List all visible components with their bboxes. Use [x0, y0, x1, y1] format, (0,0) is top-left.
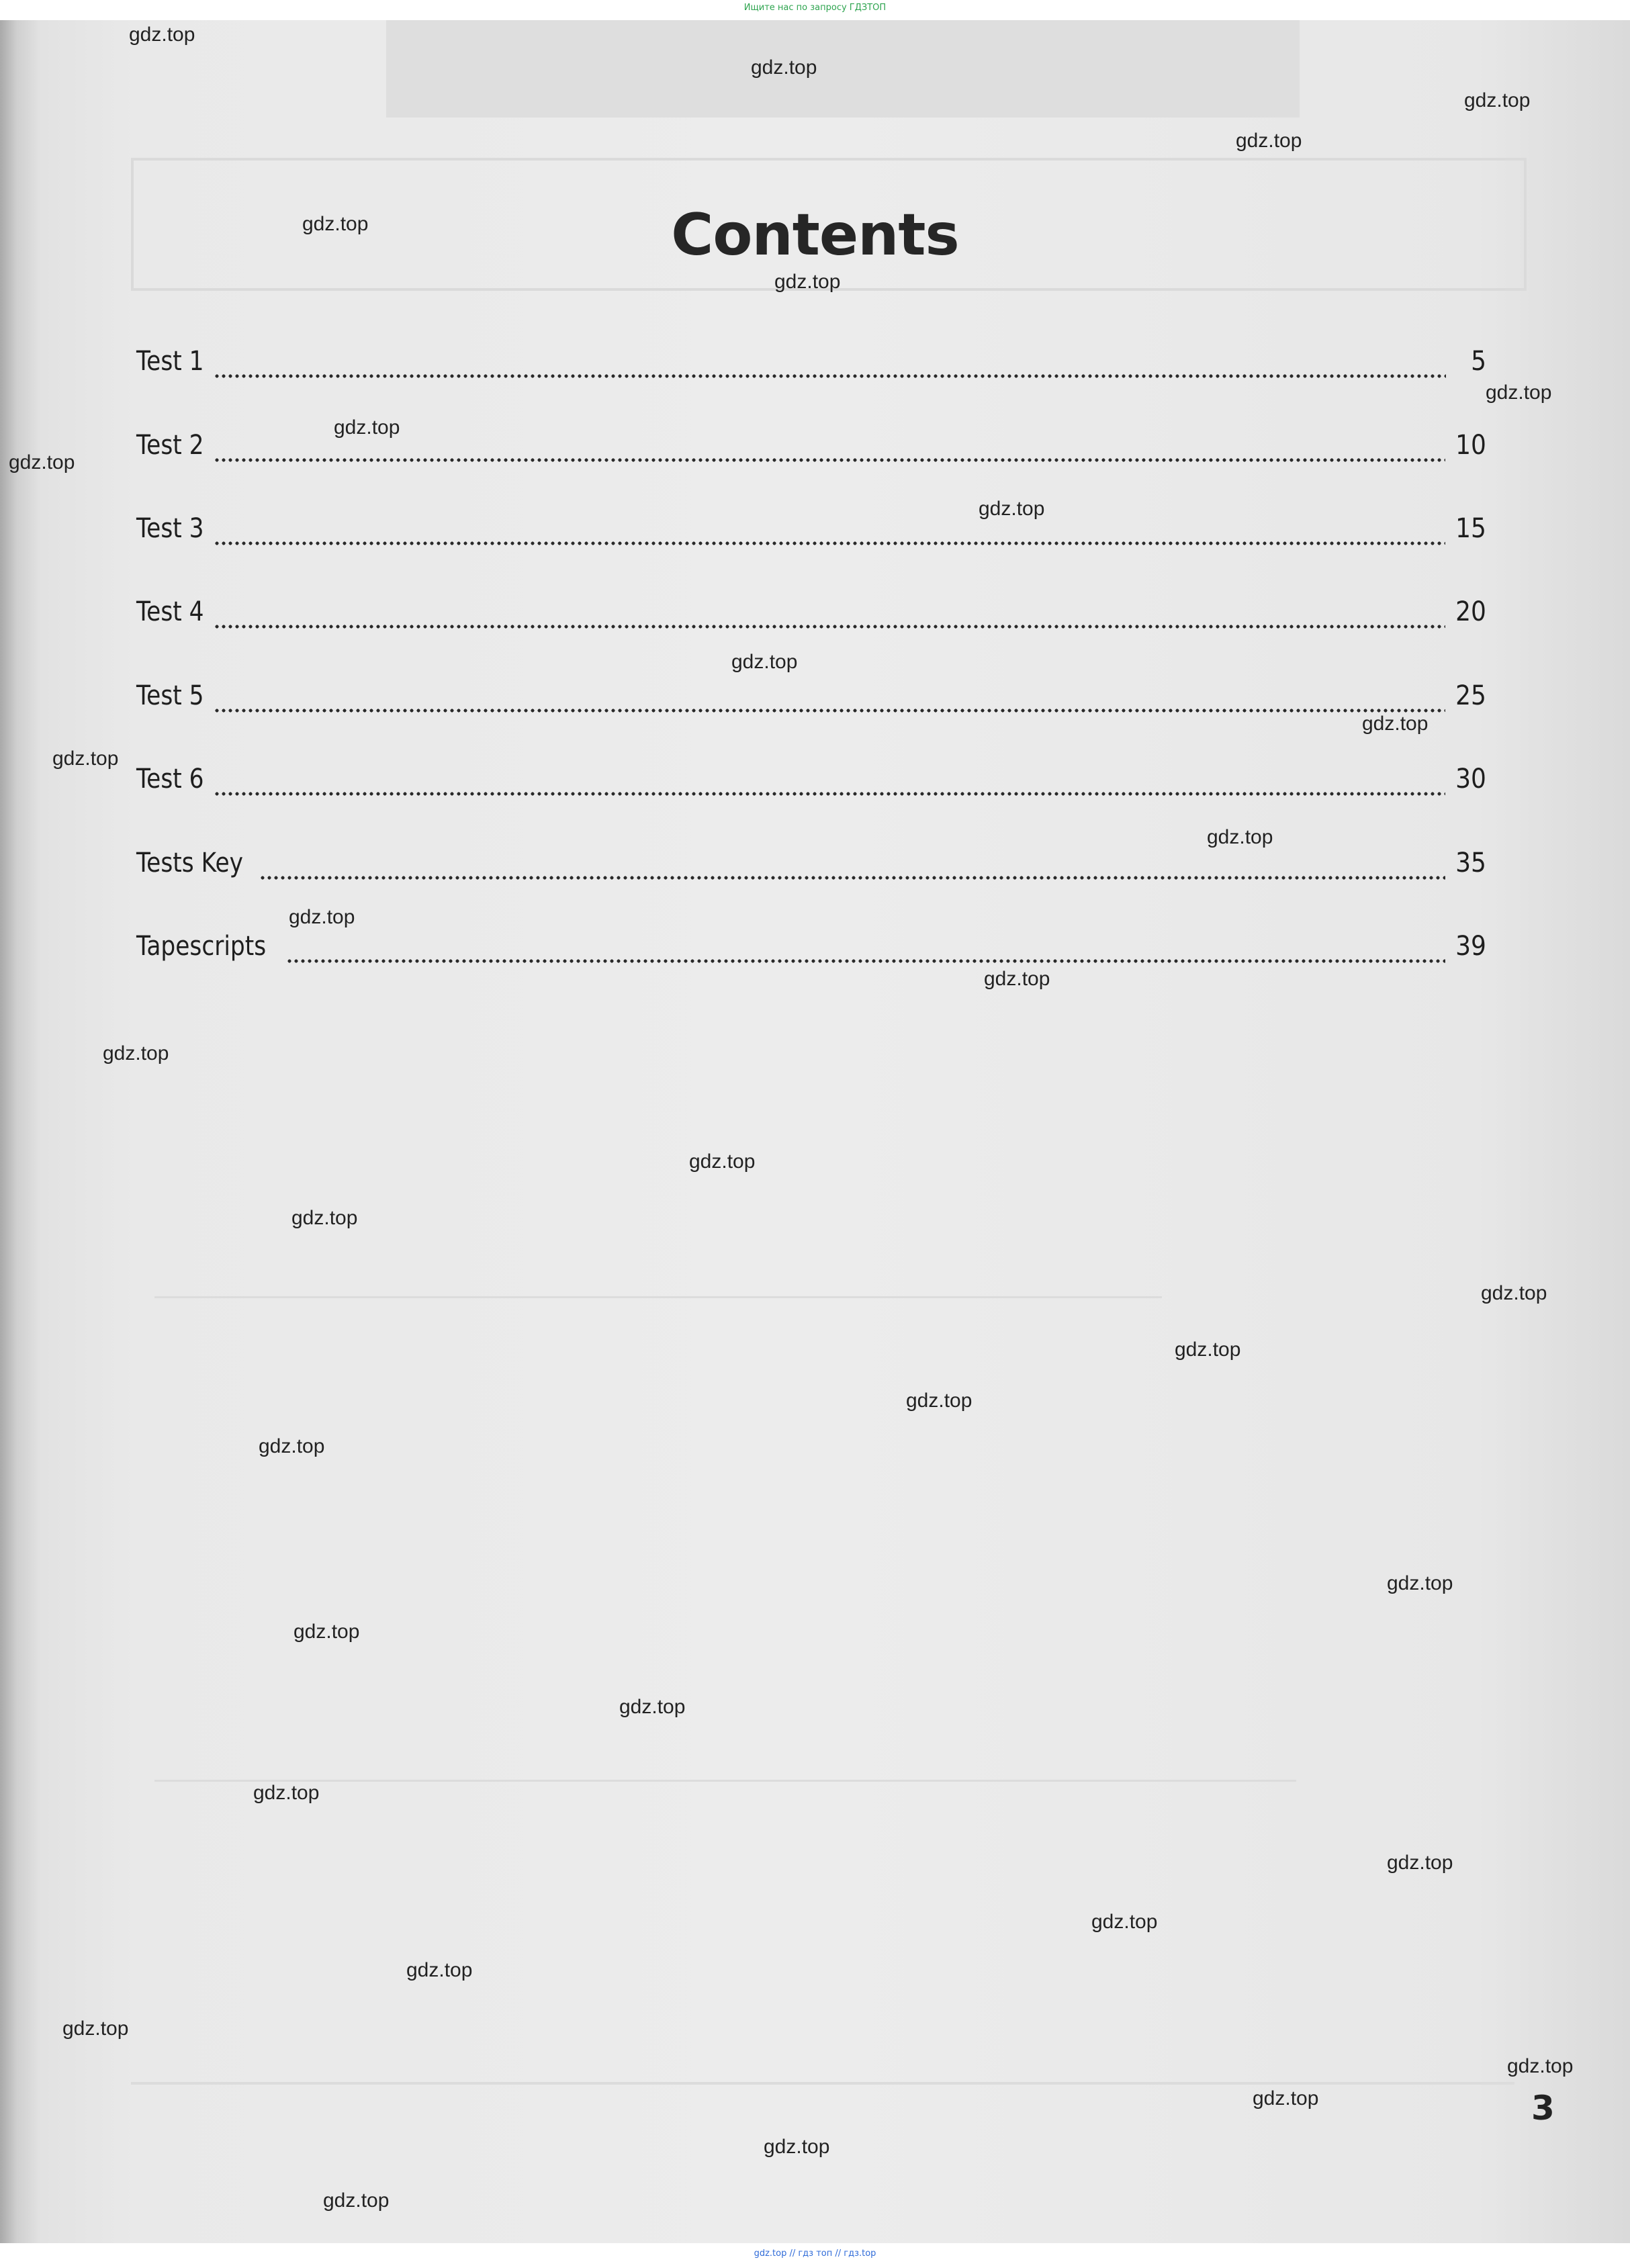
- toc-label: Tapescripts: [136, 931, 267, 962]
- watermark: gdz.top: [1387, 1572, 1453, 1594]
- watermark: gdz.top: [1362, 713, 1429, 735]
- watermark: gdz.top: [406, 1959, 473, 1981]
- top-search-note: Ищите нас по запросу ГДЗТОП: [743, 3, 887, 13]
- toc-page-number: 30: [1455, 764, 1486, 795]
- toc-row-test-1: [136, 346, 1486, 386]
- page-title: Contents: [671, 201, 959, 269]
- watermark: gdz.top: [764, 2136, 830, 2158]
- ghost-banner: [386, 20, 1300, 118]
- toc-dot-leader: [214, 458, 1445, 462]
- toc-row-tapescripts: [136, 931, 1486, 971]
- toc-label: Test 3: [136, 513, 204, 544]
- toc-page-number: 25: [1455, 680, 1486, 711]
- watermark: gdz.top: [129, 24, 195, 46]
- toc-label: Test 5: [136, 680, 204, 711]
- watermark: gdz.top: [689, 1150, 756, 1173]
- toc-dot-leader: [214, 374, 1446, 378]
- watermark: gdz.top: [293, 1621, 360, 1643]
- watermark: gdz.top: [1387, 1852, 1453, 1874]
- watermark: gdz.top: [1464, 89, 1531, 111]
- toc-dot-leader: [214, 709, 1445, 713]
- watermark: gdz.top: [1207, 826, 1273, 848]
- toc-page-number: 39: [1455, 931, 1486, 962]
- toc-dot-leader: [286, 959, 1445, 963]
- watermark: gdz.top: [751, 56, 817, 79]
- toc-dot-leader: [214, 541, 1445, 545]
- bottom-footer-note: gdz.top // гдз топ // гдз.top: [754, 2249, 876, 2259]
- toc-page-number: 35: [1455, 848, 1486, 878]
- toc-label: Test 6: [136, 764, 204, 795]
- watermark: gdz.top: [302, 213, 369, 235]
- toc-row-test-4: [136, 596, 1486, 637]
- toc-label: Test 4: [136, 596, 204, 627]
- ghost-line-a: [154, 1296, 1162, 1298]
- toc-label: Test 2: [136, 430, 204, 461]
- ghost-footer-line: [131, 2082, 1514, 2085]
- watermark: gdz.top: [1481, 1282, 1547, 1304]
- toc-dot-leader: [214, 792, 1445, 796]
- watermark: gdz.top: [9, 451, 75, 473]
- toc-row-test-3: [136, 513, 1486, 553]
- watermark: gdz.top: [731, 651, 798, 673]
- watermark: gdz.top: [334, 416, 400, 439]
- watermark: gdz.top: [619, 1696, 686, 1718]
- toc-page-number: 15: [1455, 513, 1486, 544]
- watermark: gdz.top: [1175, 1339, 1241, 1361]
- toc-page-number: 20: [1455, 596, 1486, 627]
- toc-page-number: 5: [1471, 346, 1486, 377]
- toc-row-test-5: [136, 680, 1486, 721]
- watermark: gdz.top: [323, 2189, 390, 2212]
- toc-page-number: 10: [1455, 430, 1486, 461]
- ghost-line-b: [154, 1780, 1296, 1782]
- watermark: gdz.top: [1091, 1911, 1158, 1933]
- watermark: gdz.top: [1253, 2087, 1319, 2110]
- toc-row-tests-key: [136, 848, 1486, 888]
- toc-dot-leader: [214, 625, 1445, 629]
- watermark: gdz.top: [291, 1207, 358, 1229]
- page-number: 3: [1531, 2089, 1555, 2128]
- watermark: gdz.top: [259, 1435, 325, 1457]
- watermark: gdz.top: [774, 271, 841, 293]
- watermark: gdz.top: [979, 498, 1045, 520]
- watermark: gdz.top: [984, 968, 1050, 990]
- watermark: gdz.top: [906, 1390, 972, 1412]
- toc-dot-leader: [259, 876, 1445, 880]
- watermark: gdz.top: [52, 747, 119, 770]
- watermark: gdz.top: [253, 1782, 320, 1804]
- watermark: gdz.top: [62, 2017, 129, 2040]
- watermark: gdz.top: [289, 906, 355, 928]
- toc-row-test-6: [136, 764, 1486, 804]
- watermark: gdz.top: [1507, 2055, 1574, 2077]
- watermark: gdz.top: [1486, 381, 1552, 404]
- toc-label: Tests Key: [136, 848, 243, 878]
- toc-label: Test 1: [136, 346, 204, 377]
- watermark: gdz.top: [1236, 130, 1302, 152]
- watermark: gdz.top: [103, 1042, 169, 1064]
